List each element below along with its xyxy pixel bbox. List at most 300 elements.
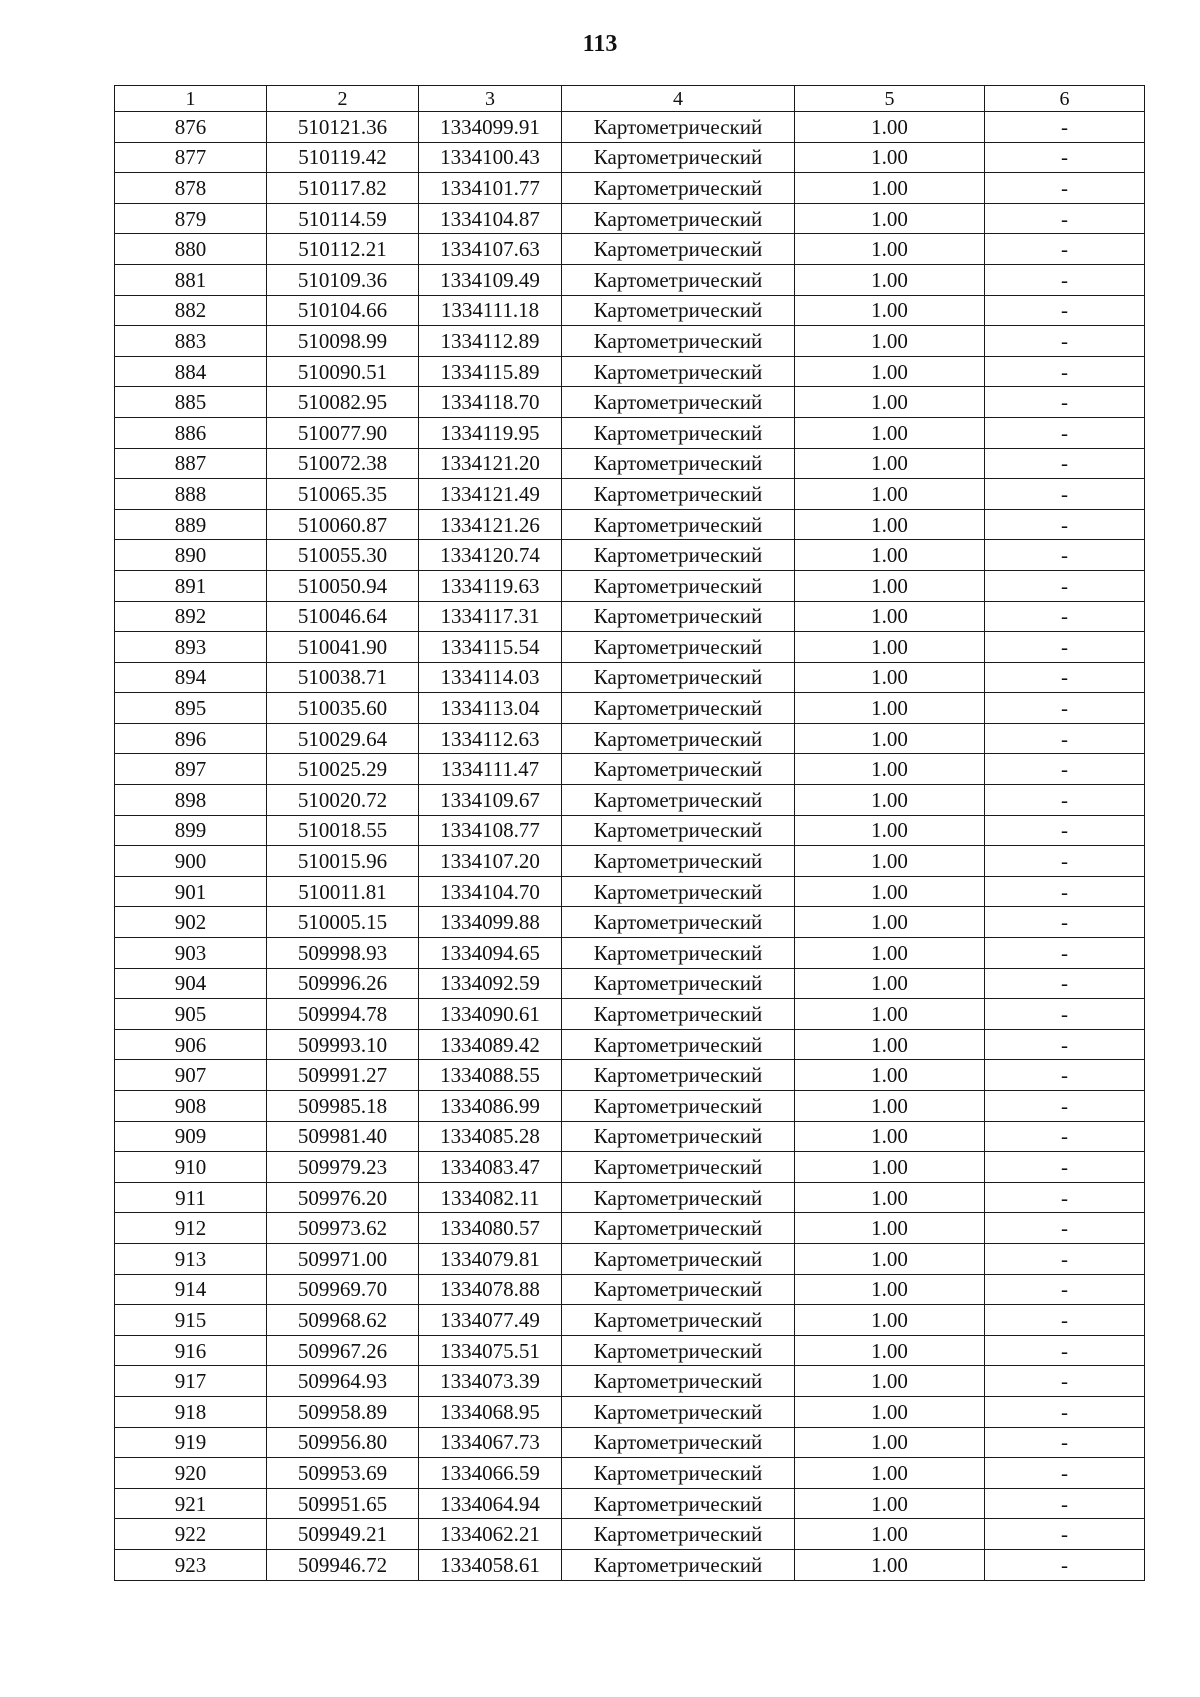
point-number-cell: 890 [115, 540, 267, 571]
x-coordinate-cell: 509991.27 [267, 1060, 419, 1091]
y-coordinate-cell: 1334112.63 [419, 723, 562, 754]
note-cell: - [985, 1091, 1145, 1122]
y-coordinate-cell: 1334062.21 [419, 1519, 562, 1550]
x-coordinate-cell: 510055.30 [267, 540, 419, 571]
y-coordinate-cell: 1334066.59 [419, 1458, 562, 1489]
x-coordinate-cell: 509949.21 [267, 1519, 419, 1550]
y-coordinate-cell: 1334075.51 [419, 1335, 562, 1366]
method-cell: Картометрический [562, 876, 795, 907]
note-cell: - [985, 1182, 1145, 1213]
point-number-cell: 899 [115, 815, 267, 846]
y-coordinate-cell: 1334100.43 [419, 142, 562, 173]
y-coordinate-cell: 1334068.95 [419, 1396, 562, 1427]
method-cell: Картометрический [562, 1366, 795, 1397]
method-cell: Картометрический [562, 1121, 795, 1152]
method-cell: Картометрический [562, 723, 795, 754]
method-cell: Картометрический [562, 938, 795, 969]
accuracy-cell: 1.00 [795, 1060, 985, 1091]
accuracy-cell: 1.00 [795, 142, 985, 173]
y-coordinate-cell: 1334064.94 [419, 1488, 562, 1519]
x-coordinate-cell: 510117.82 [267, 173, 419, 204]
method-cell: Картометрический [562, 1029, 795, 1060]
note-cell: - [985, 1458, 1145, 1489]
table-row [115, 815, 1145, 846]
accuracy-cell: 1.00 [795, 785, 985, 816]
y-coordinate-cell: 1334099.91 [419, 112, 562, 143]
x-coordinate-cell: 510020.72 [267, 785, 419, 816]
x-coordinate-cell: 509973.62 [267, 1213, 419, 1244]
y-coordinate-cell: 1334104.70 [419, 876, 562, 907]
point-number-cell: 912 [115, 1213, 267, 1244]
table-row [115, 387, 1145, 418]
accuracy-cell: 1.00 [795, 601, 985, 632]
accuracy-cell: 1.00 [795, 448, 985, 479]
accuracy-cell: 1.00 [795, 1396, 985, 1427]
column-header: 6 [985, 86, 1145, 112]
accuracy-cell: 1.00 [795, 1335, 985, 1366]
y-coordinate-cell: 1334111.47 [419, 754, 562, 785]
method-cell: Картометрический [562, 1060, 795, 1091]
method-cell: Картометрический [562, 999, 795, 1030]
point-number-cell: 900 [115, 846, 267, 877]
point-number-cell: 911 [115, 1182, 267, 1213]
accuracy-cell: 1.00 [795, 1029, 985, 1060]
note-cell: - [985, 417, 1145, 448]
table-body [115, 112, 1145, 1581]
accuracy-cell: 1.00 [795, 570, 985, 601]
method-cell: Картометрический [562, 907, 795, 938]
x-coordinate-cell: 509946.72 [267, 1549, 419, 1580]
x-coordinate-cell: 510041.90 [267, 632, 419, 663]
table-row [115, 1488, 1145, 1519]
method-cell: Картометрический [562, 295, 795, 326]
table-row [115, 509, 1145, 540]
y-coordinate-cell: 1334120.74 [419, 540, 562, 571]
y-coordinate-cell: 1334115.54 [419, 632, 562, 663]
accuracy-cell: 1.00 [795, 968, 985, 999]
table-row [115, 876, 1145, 907]
note-cell: - [985, 1427, 1145, 1458]
point-number-cell: 895 [115, 693, 267, 724]
table-row [115, 1519, 1145, 1550]
table-row [115, 693, 1145, 724]
point-number-cell: 876 [115, 112, 267, 143]
note-cell: - [985, 1029, 1145, 1060]
point-number-cell: 906 [115, 1029, 267, 1060]
note-cell: - [985, 785, 1145, 816]
accuracy-cell: 1.00 [795, 1152, 985, 1183]
point-number-cell: 916 [115, 1335, 267, 1366]
note-cell: - [985, 173, 1145, 204]
point-number-cell: 923 [115, 1549, 267, 1580]
x-coordinate-cell: 510050.94 [267, 570, 419, 601]
accuracy-cell: 1.00 [795, 1427, 985, 1458]
accuracy-cell: 1.00 [795, 1121, 985, 1152]
x-coordinate-cell: 509953.69 [267, 1458, 419, 1489]
accuracy-cell: 1.00 [795, 662, 985, 693]
method-cell: Картометрический [562, 479, 795, 510]
table-row [115, 1029, 1145, 1060]
point-number-cell: 896 [115, 723, 267, 754]
note-cell: - [985, 1060, 1145, 1091]
y-coordinate-cell: 1334082.11 [419, 1182, 562, 1213]
method-cell: Картометрический [562, 815, 795, 846]
method-cell: Картометрический [562, 173, 795, 204]
table-header [115, 86, 1145, 112]
note-cell: - [985, 938, 1145, 969]
y-coordinate-cell: 1334114.03 [419, 662, 562, 693]
x-coordinate-cell: 510029.64 [267, 723, 419, 754]
method-cell: Картометрический [562, 387, 795, 418]
point-number-cell: 878 [115, 173, 267, 204]
accuracy-cell: 1.00 [795, 203, 985, 234]
accuracy-cell: 1.00 [795, 356, 985, 387]
point-number-cell: 885 [115, 387, 267, 418]
column-header: 5 [795, 86, 985, 112]
method-cell: Картометрический [562, 570, 795, 601]
x-coordinate-cell: 509985.18 [267, 1091, 419, 1122]
accuracy-cell: 1.00 [795, 509, 985, 540]
y-coordinate-cell: 1334107.20 [419, 846, 562, 877]
column-header: 2 [267, 86, 419, 112]
table-row [115, 907, 1145, 938]
accuracy-cell: 1.00 [795, 846, 985, 877]
note-cell: - [985, 1366, 1145, 1397]
header-row [115, 86, 1145, 112]
point-number-cell: 902 [115, 907, 267, 938]
point-number-cell: 913 [115, 1243, 267, 1274]
accuracy-cell: 1.00 [795, 999, 985, 1030]
y-coordinate-cell: 1334107.63 [419, 234, 562, 265]
method-cell: Картометрический [562, 264, 795, 295]
table-row [115, 938, 1145, 969]
method-cell: Картометрический [562, 662, 795, 693]
table-row [115, 234, 1145, 265]
point-number-cell: 884 [115, 356, 267, 387]
method-cell: Картометрический [562, 203, 795, 234]
x-coordinate-cell: 509969.70 [267, 1274, 419, 1305]
x-coordinate-cell: 510060.87 [267, 509, 419, 540]
note-cell: - [985, 1213, 1145, 1244]
point-number-cell: 897 [115, 754, 267, 785]
point-number-cell: 915 [115, 1305, 267, 1336]
y-coordinate-cell: 1334117.31 [419, 601, 562, 632]
method-cell: Картометрический [562, 1182, 795, 1213]
table-row [115, 570, 1145, 601]
accuracy-cell: 1.00 [795, 264, 985, 295]
method-cell: Картометрический [562, 1488, 795, 1519]
y-coordinate-cell: 1334101.77 [419, 173, 562, 204]
y-coordinate-cell: 1334094.65 [419, 938, 562, 969]
accuracy-cell: 1.00 [795, 1213, 985, 1244]
table-row [115, 754, 1145, 785]
point-number-cell: 904 [115, 968, 267, 999]
y-coordinate-cell: 1334077.49 [419, 1305, 562, 1336]
note-cell: - [985, 203, 1145, 234]
table-row [115, 1091, 1145, 1122]
table-row [115, 723, 1145, 754]
point-number-cell: 883 [115, 326, 267, 357]
accuracy-cell: 1.00 [795, 815, 985, 846]
accuracy-cell: 1.00 [795, 723, 985, 754]
method-cell: Картометрический [562, 356, 795, 387]
table-row [115, 295, 1145, 326]
method-cell: Картометрический [562, 417, 795, 448]
accuracy-cell: 1.00 [795, 326, 985, 357]
point-number-cell: 881 [115, 264, 267, 295]
note-cell: - [985, 1488, 1145, 1519]
accuracy-cell: 1.00 [795, 112, 985, 143]
accuracy-cell: 1.00 [795, 417, 985, 448]
x-coordinate-cell: 510082.95 [267, 387, 419, 418]
y-coordinate-cell: 1334112.89 [419, 326, 562, 357]
point-number-cell: 889 [115, 509, 267, 540]
accuracy-cell: 1.00 [795, 693, 985, 724]
note-cell: - [985, 693, 1145, 724]
method-cell: Картометрический [562, 1396, 795, 1427]
x-coordinate-cell: 509968.62 [267, 1305, 419, 1336]
x-coordinate-cell: 510119.42 [267, 142, 419, 173]
method-cell: Картометрический [562, 509, 795, 540]
method-cell: Картометрический [562, 601, 795, 632]
table-row [115, 448, 1145, 479]
method-cell: Картометрический [562, 1335, 795, 1366]
note-cell: - [985, 1396, 1145, 1427]
table-row [115, 1396, 1145, 1427]
y-coordinate-cell: 1334115.89 [419, 356, 562, 387]
column-header: 3 [419, 86, 562, 112]
y-coordinate-cell: 1334088.55 [419, 1060, 562, 1091]
method-cell: Картометрический [562, 234, 795, 265]
point-number-cell: 877 [115, 142, 267, 173]
y-coordinate-cell: 1334086.99 [419, 1091, 562, 1122]
note-cell: - [985, 876, 1145, 907]
table-row [115, 1458, 1145, 1489]
table-row [115, 203, 1145, 234]
x-coordinate-cell: 510011.81 [267, 876, 419, 907]
point-number-cell: 917 [115, 1366, 267, 1397]
point-number-cell: 918 [115, 1396, 267, 1427]
y-coordinate-cell: 1334118.70 [419, 387, 562, 418]
table-row [115, 1121, 1145, 1152]
note-cell: - [985, 356, 1145, 387]
x-coordinate-cell: 510109.36 [267, 264, 419, 295]
accuracy-cell: 1.00 [795, 1305, 985, 1336]
x-coordinate-cell: 509998.93 [267, 938, 419, 969]
y-coordinate-cell: 1334121.49 [419, 479, 562, 510]
table-row [115, 968, 1145, 999]
point-number-cell: 903 [115, 938, 267, 969]
x-coordinate-cell: 510065.35 [267, 479, 419, 510]
y-coordinate-cell: 1334111.18 [419, 295, 562, 326]
note-cell: - [985, 295, 1145, 326]
table-row [115, 846, 1145, 877]
method-cell: Картометрический [562, 448, 795, 479]
table-row [115, 540, 1145, 571]
x-coordinate-cell: 510035.60 [267, 693, 419, 724]
table-row [115, 632, 1145, 663]
point-number-cell: 905 [115, 999, 267, 1030]
note-cell: - [985, 1335, 1145, 1366]
table-row [115, 601, 1145, 632]
accuracy-cell: 1.00 [795, 234, 985, 265]
table-row [115, 1366, 1145, 1397]
method-cell: Картометрический [562, 142, 795, 173]
note-cell: - [985, 1121, 1145, 1152]
method-cell: Картометрический [562, 1549, 795, 1580]
table-row [115, 142, 1145, 173]
point-number-cell: 882 [115, 295, 267, 326]
note-cell: - [985, 754, 1145, 785]
x-coordinate-cell: 509981.40 [267, 1121, 419, 1152]
table-row [115, 479, 1145, 510]
note-cell: - [985, 509, 1145, 540]
x-coordinate-cell: 510090.51 [267, 356, 419, 387]
method-cell: Картометрический [562, 846, 795, 877]
note-cell: - [985, 846, 1145, 877]
note-cell: - [985, 815, 1145, 846]
table-row [115, 1152, 1145, 1183]
x-coordinate-cell: 510018.55 [267, 815, 419, 846]
table-row [115, 356, 1145, 387]
x-coordinate-cell: 510038.71 [267, 662, 419, 693]
note-cell: - [985, 999, 1145, 1030]
note-cell: - [985, 570, 1145, 601]
accuracy-cell: 1.00 [795, 295, 985, 326]
accuracy-cell: 1.00 [795, 1458, 985, 1489]
y-coordinate-cell: 1334109.67 [419, 785, 562, 816]
x-coordinate-cell: 510112.21 [267, 234, 419, 265]
method-cell: Картометрический [562, 1427, 795, 1458]
y-coordinate-cell: 1334099.88 [419, 907, 562, 938]
accuracy-cell: 1.00 [795, 1519, 985, 1550]
accuracy-cell: 1.00 [795, 1243, 985, 1274]
x-coordinate-cell: 510072.38 [267, 448, 419, 479]
y-coordinate-cell: 1334085.28 [419, 1121, 562, 1152]
point-number-cell: 919 [115, 1427, 267, 1458]
method-cell: Картометрический [562, 1274, 795, 1305]
note-cell: - [985, 234, 1145, 265]
point-number-cell: 901 [115, 876, 267, 907]
point-number-cell: 887 [115, 448, 267, 479]
point-number-cell: 888 [115, 479, 267, 510]
table-row [115, 1060, 1145, 1091]
point-number-cell: 880 [115, 234, 267, 265]
x-coordinate-cell: 509956.80 [267, 1427, 419, 1458]
x-coordinate-cell: 509979.23 [267, 1152, 419, 1183]
column-header: 1 [115, 86, 267, 112]
x-coordinate-cell: 509994.78 [267, 999, 419, 1030]
y-coordinate-cell: 1334119.95 [419, 417, 562, 448]
accuracy-cell: 1.00 [795, 876, 985, 907]
accuracy-cell: 1.00 [795, 387, 985, 418]
note-cell: - [985, 112, 1145, 143]
table-row [115, 785, 1145, 816]
note-cell: - [985, 479, 1145, 510]
y-coordinate-cell: 1334078.88 [419, 1274, 562, 1305]
point-number-cell: 920 [115, 1458, 267, 1489]
method-cell: Картометрический [562, 1213, 795, 1244]
note-cell: - [985, 1243, 1145, 1274]
method-cell: Картометрический [562, 1243, 795, 1274]
method-cell: Картометрический [562, 693, 795, 724]
table-row [115, 326, 1145, 357]
point-number-cell: 892 [115, 601, 267, 632]
method-cell: Картометрический [562, 1091, 795, 1122]
accuracy-cell: 1.00 [795, 1488, 985, 1519]
accuracy-cell: 1.00 [795, 479, 985, 510]
accuracy-cell: 1.00 [795, 1274, 985, 1305]
table-row [115, 112, 1145, 143]
table-row [115, 1427, 1145, 1458]
y-coordinate-cell: 1334080.57 [419, 1213, 562, 1244]
method-cell: Картометрический [562, 326, 795, 357]
table-row [115, 1213, 1145, 1244]
x-coordinate-cell: 509993.10 [267, 1029, 419, 1060]
x-coordinate-cell: 509964.93 [267, 1366, 419, 1397]
accuracy-cell: 1.00 [795, 1549, 985, 1580]
accuracy-cell: 1.00 [795, 173, 985, 204]
y-coordinate-cell: 1334113.04 [419, 693, 562, 724]
point-number-cell: 894 [115, 662, 267, 693]
point-number-cell: 909 [115, 1121, 267, 1152]
note-cell: - [985, 540, 1145, 571]
table-row [115, 417, 1145, 448]
point-number-cell: 914 [115, 1274, 267, 1305]
method-cell: Картометрический [562, 1152, 795, 1183]
accuracy-cell: 1.00 [795, 540, 985, 571]
note-cell: - [985, 448, 1145, 479]
x-coordinate-cell: 510098.99 [267, 326, 419, 357]
page-number: 113 [582, 31, 618, 57]
x-coordinate-cell: 509958.89 [267, 1396, 419, 1427]
note-cell: - [985, 1549, 1145, 1580]
y-coordinate-cell: 1334119.63 [419, 570, 562, 601]
note-cell: - [985, 1152, 1145, 1183]
note-cell: - [985, 1519, 1145, 1550]
table-row [115, 173, 1145, 204]
note-cell: - [985, 387, 1145, 418]
y-coordinate-cell: 1334073.39 [419, 1366, 562, 1397]
y-coordinate-cell: 1334083.47 [419, 1152, 562, 1183]
method-cell: Картометрический [562, 785, 795, 816]
accuracy-cell: 1.00 [795, 754, 985, 785]
note-cell: - [985, 968, 1145, 999]
note-cell: - [985, 601, 1145, 632]
x-coordinate-cell: 510005.15 [267, 907, 419, 938]
table-row [115, 1335, 1145, 1366]
note-cell: - [985, 907, 1145, 938]
method-cell: Картометрический [562, 968, 795, 999]
table-row [115, 1243, 1145, 1274]
x-coordinate-cell: 510104.66 [267, 295, 419, 326]
point-number-cell: 891 [115, 570, 267, 601]
note-cell: - [985, 264, 1145, 295]
x-coordinate-cell: 509971.00 [267, 1243, 419, 1274]
note-cell: - [985, 723, 1145, 754]
x-coordinate-cell: 509996.26 [267, 968, 419, 999]
point-number-cell: 922 [115, 1519, 267, 1550]
y-coordinate-cell: 1334079.81 [419, 1243, 562, 1274]
table-row [115, 1305, 1145, 1336]
accuracy-cell: 1.00 [795, 907, 985, 938]
method-cell: Картометрический [562, 754, 795, 785]
note-cell: - [985, 326, 1145, 357]
y-coordinate-cell: 1334092.59 [419, 968, 562, 999]
table-row [115, 1274, 1145, 1305]
table-row [115, 662, 1145, 693]
y-coordinate-cell: 1334109.49 [419, 264, 562, 295]
